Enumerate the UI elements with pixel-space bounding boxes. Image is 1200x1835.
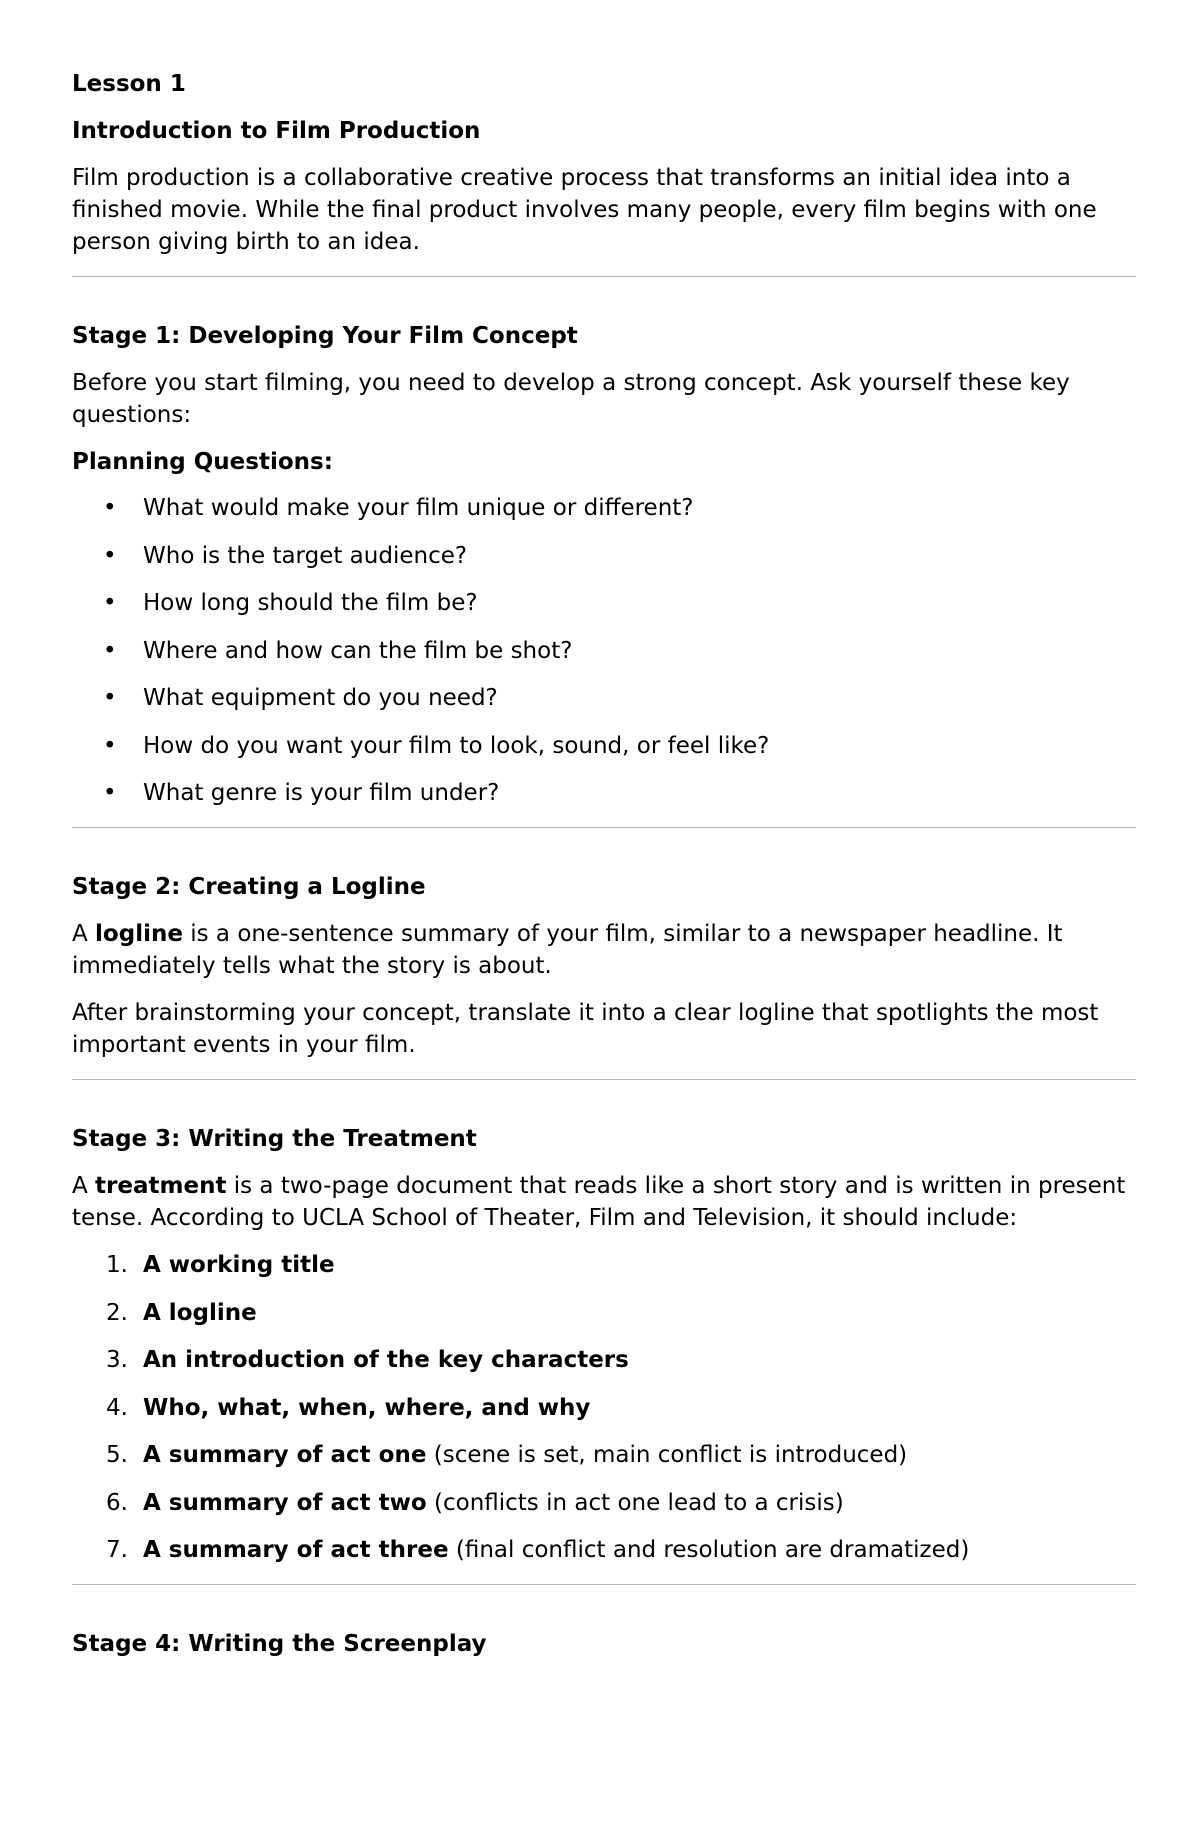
list-item <box>72 587 1136 619</box>
item-title: A working title <box>143 1252 335 1278</box>
lesson-label: Lesson 1 <box>72 71 186 97</box>
item-title: Who, what, when, where, and why <box>143 1394 591 1421</box>
bullet-icon: • <box>103 637 117 664</box>
stage-1-section <box>72 320 1136 809</box>
list-item <box>72 1249 1136 1281</box>
list-item <box>72 1439 1136 1471</box>
item-number: 2. <box>106 1299 128 1326</box>
item-number: 6. <box>106 1489 128 1516</box>
bullet-icon: • <box>103 685 117 711</box>
item-title: An introduction of the key characters <box>143 1347 629 1373</box>
list-item <box>72 492 1136 524</box>
item-title: A summary of act three <box>143 1537 449 1563</box>
stage-4-section <box>72 1628 1136 1660</box>
logline-definition-paragraph <box>72 918 1136 982</box>
list-item <box>72 682 1136 714</box>
logline-instruction-paragraph: After brainstorming your concept, translate it into a clear logline that spotlights the most important events in your film. <box>72 1000 1099 1058</box>
stage-3-section <box>72 1123 1136 1566</box>
stage-2-heading: Stage 2: Creating a Logline <box>72 874 426 900</box>
list-item <box>72 1297 1136 1329</box>
logline-term: logline <box>95 921 183 947</box>
bullet-icon: • <box>103 732 117 759</box>
section-divider <box>72 276 1136 277</box>
question-text: What genre is your film under? <box>143 780 500 806</box>
document-page <box>72 68 1136 1675</box>
item-title: A summary of act two <box>143 1489 427 1516</box>
list-item <box>72 1534 1136 1566</box>
list-item <box>72 1487 1136 1519</box>
question-text: Who is the target audience? <box>143 542 468 569</box>
list-item <box>72 777 1136 809</box>
item-detail: (conflicts in act one lead to a crisis) <box>426 1489 844 1516</box>
list-item <box>72 540 1136 572</box>
item-detail: (scene is set, main conflict is introduced) <box>426 1442 908 1468</box>
treatment-term: treatment <box>95 1173 227 1199</box>
planning-questions-heading: Planning Questions: <box>72 449 333 475</box>
section-divider <box>72 1079 1136 1080</box>
lesson-intro-paragraph: Film production is a collaborative creative process that transforms an initial idea into a finished movie. While the final product involves many people, every film begins with one person giving birth to an idea. <box>72 165 1097 255</box>
text-run: A <box>72 1173 96 1199</box>
bullet-icon: • <box>103 780 117 806</box>
question-text: What equipment do you need? <box>143 685 498 711</box>
stage-4-heading: Stage 4: Writing the Screenplay <box>72 1631 487 1657</box>
bullet-icon: • <box>103 590 117 616</box>
item-number: 5. <box>106 1442 128 1468</box>
item-number: 7. <box>106 1537 128 1563</box>
bullet-icon: • <box>103 495 117 521</box>
question-text: How do you want your film to look, sound, or feel like? <box>143 732 770 759</box>
section-divider <box>72 827 1136 828</box>
item-number: 3. <box>106 1347 128 1373</box>
list-item <box>72 1344 1136 1376</box>
item-title: A summary of act one <box>143 1442 427 1468</box>
question-text: How long should the film be? <box>143 590 478 616</box>
question-text: Where and how can the film be shot? <box>143 637 573 664</box>
item-detail: (final conflict and resolution are dramatized) <box>448 1537 970 1563</box>
stage-1-intro: Before you start filming, you need to develop a strong concept. Ask yourself these key questions: <box>72 370 1070 428</box>
list-item <box>72 730 1136 762</box>
stage-3-heading: Stage 3: Writing the Treatment <box>72 1126 477 1152</box>
question-text: What would make your film unique or different? <box>143 495 694 521</box>
item-title: A logline <box>143 1299 257 1326</box>
text-run: A <box>72 921 96 947</box>
bullet-icon: • <box>103 542 117 569</box>
section-divider <box>72 1584 1136 1585</box>
item-number: 1. <box>106 1252 128 1278</box>
planning-questions-list <box>72 492 1136 809</box>
stage-1-heading: Stage 1: Developing Your Film Concept <box>72 323 578 349</box>
list-item <box>72 1392 1136 1424</box>
text-run: is a two-page document that reads like a short story and is written in present tense. According to UCLA School of Theater, Film and Television, it should include: <box>72 1173 1126 1231</box>
text-run: is a one-sentence summary of your film, similar to a newspaper headline. It immediately tells what the story is about. <box>72 921 1063 979</box>
list-item <box>72 635 1136 667</box>
treatment-definition-paragraph <box>72 1170 1136 1234</box>
stage-2-section <box>72 871 1136 1061</box>
treatment-elements-list <box>72 1249 1136 1566</box>
item-number: 4. <box>106 1394 128 1421</box>
lesson-title: Introduction to Film Production <box>72 118 481 144</box>
